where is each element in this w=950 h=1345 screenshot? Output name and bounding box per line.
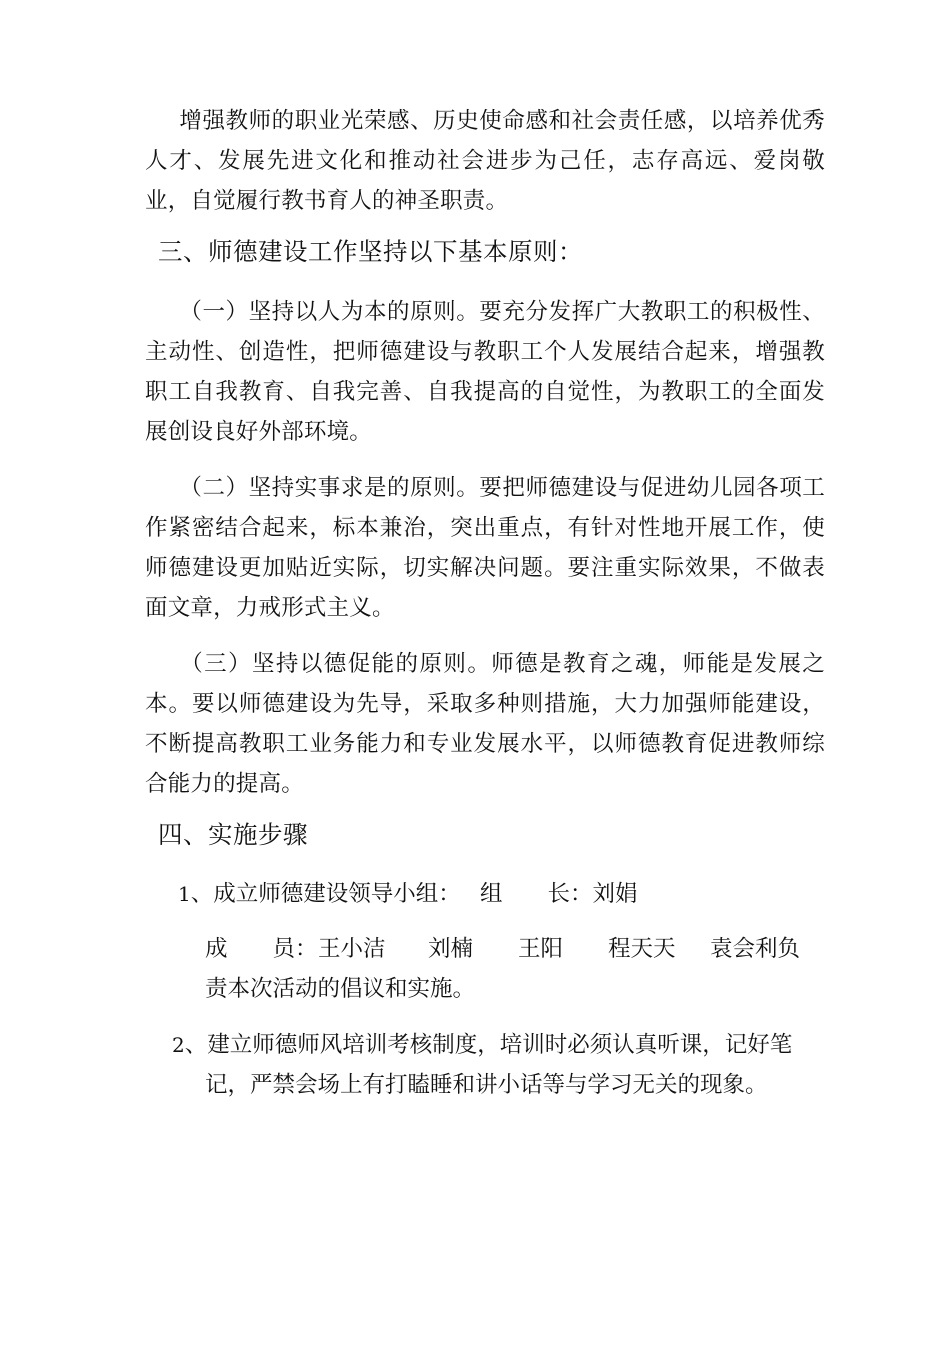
step-1-number: 1	[178, 882, 191, 906]
step-1-label: 、成立师德建设领导小组：	[190, 881, 461, 907]
leader-name: 刘娟	[592, 881, 638, 907]
member-name: 王小洁	[318, 936, 386, 962]
member-name: 王阳	[518, 936, 564, 962]
section-heading-steps: 四、实施步骤	[158, 820, 308, 849]
member-name: 程天天	[608, 936, 676, 962]
members-role: 成 员：	[205, 936, 318, 962]
member-name: 刘楠	[428, 936, 474, 962]
member-name: 袁会利负	[710, 936, 801, 962]
step-2-line-1	[172, 1025, 792, 1065]
principle-paragraph-1	[145, 292, 825, 452]
principle-text-1: （一）坚持以人为本的原则。要充分发挥广大教职工的积极性、主动性、创造性，把师德建设与教职工个人发展结合起来，增强教职工自我教育、自我完善、自我提高的自觉性，为教职工的全面发展创设良好外部环境。	[145, 299, 825, 445]
principle-paragraph-3	[145, 644, 825, 804]
intro-text: 增强教师的职业光荣感、历史使命感和社会责任感，以培养优秀人才、发展先进文化和推动社会进步为己任，志存高远、爱岗敬业，自觉履行教书育人的神圣职责。	[145, 108, 825, 214]
leader-role: 组 长：	[480, 881, 593, 907]
principle-text-2: （二）坚持实事求是的原则。要把师德建设与促进幼儿园各项工作紧密结合起来，标本兼治，突出重点，有针对性地开展工作，使师德建设更加贴近实际，切实解决问题。要注重实际效果，不做表面文章，力戒形式主义。	[145, 475, 825, 621]
intro-paragraph	[145, 101, 825, 221]
step-2-number: 2	[172, 1033, 185, 1057]
section-heading-principles: 三、师德建设工作坚持以下基本原则：	[158, 237, 583, 266]
step-1-line	[178, 874, 461, 914]
leader-line	[480, 874, 638, 914]
members-tail: 责本次活动的倡议和实施。	[205, 976, 476, 1002]
step-2-text-1: 、建立师德师风培训考核制度，培训时必须认真听课，记好笔	[184, 1032, 793, 1058]
principle-paragraph-2	[145, 468, 825, 628]
step-2-line-2: 记，严禁会场上有打瞌睡和讲小话等与学习无关的现象。	[205, 1072, 768, 1098]
principle-text-3: （三）坚持以德促能的原则。师德是教育之魂，师能是发展之本。要以师德建设为先导，采取多种则措施，大力加强师能建设，不断提高教职工业务能力和专业发展水平，以师德教育促进教师综合能力的提高。	[145, 651, 825, 797]
